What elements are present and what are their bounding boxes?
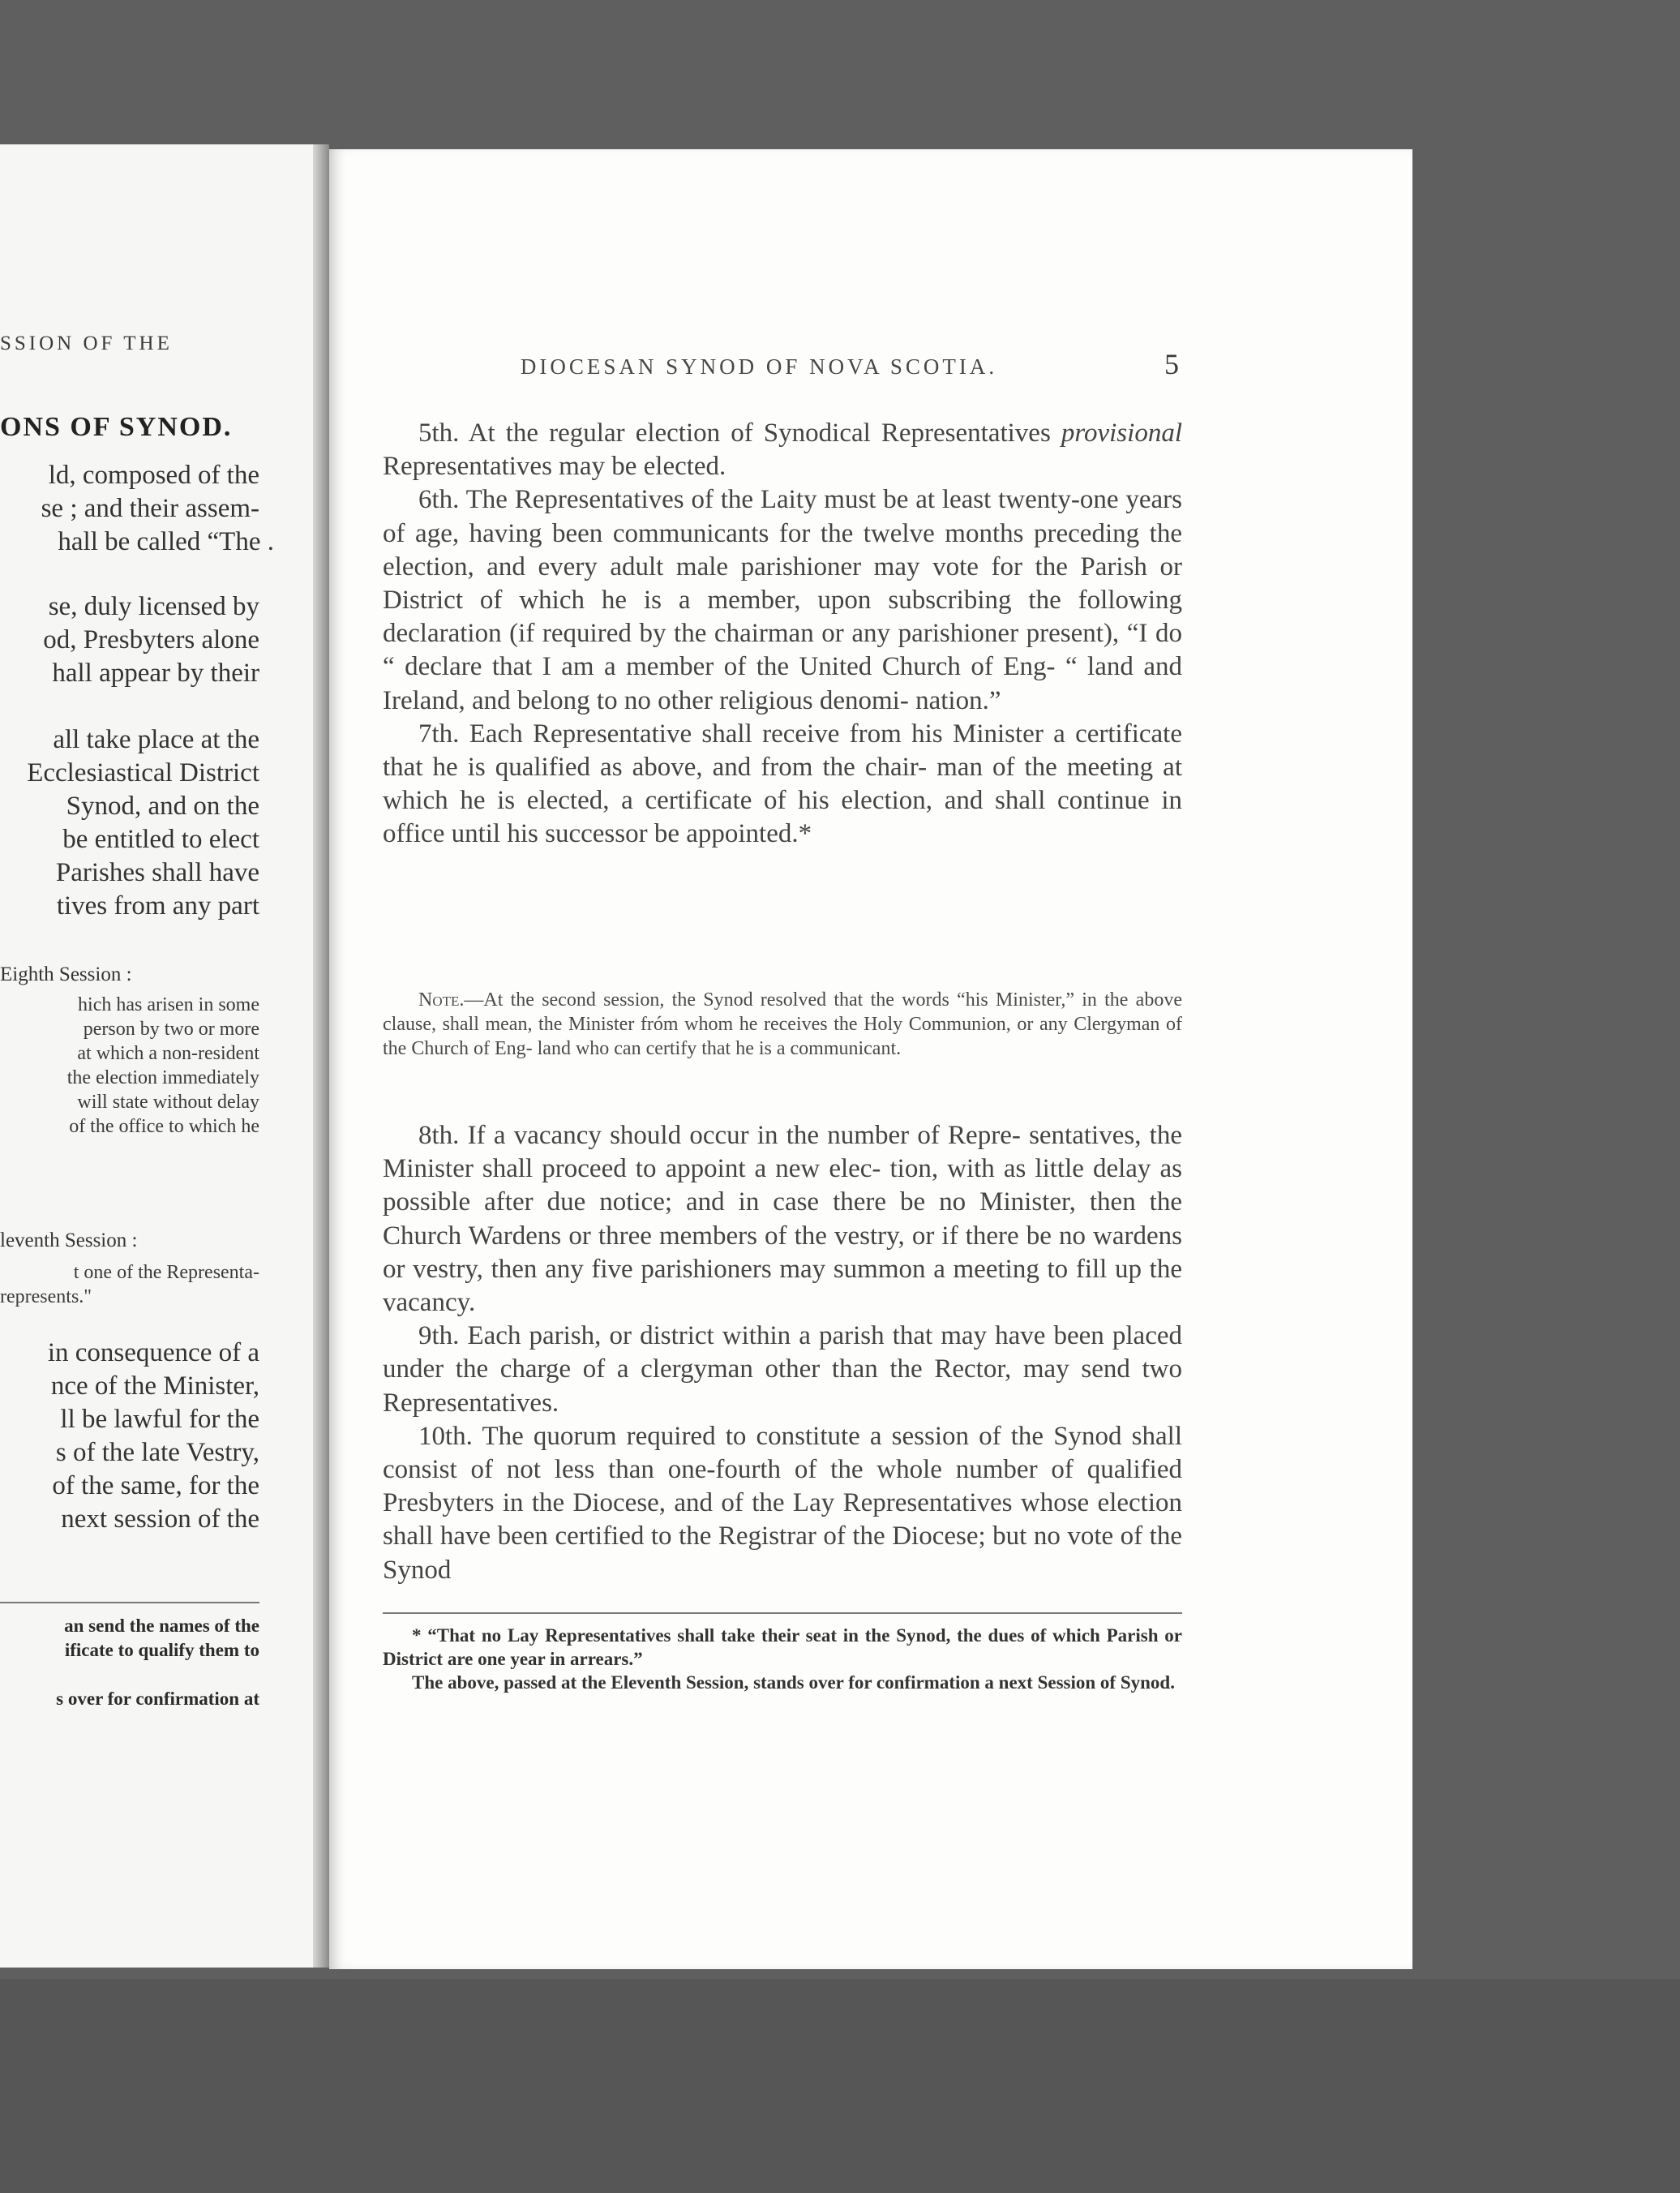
left-text-line: od, Presbyters alone (43, 625, 259, 654)
left-text-line: hall appear by their (52, 659, 259, 688)
left-text-line: of the same, for the (52, 1471, 259, 1500)
paragraph-5th-italic: provisional (1061, 418, 1182, 448)
left-text-line: Synod, and on the (66, 792, 259, 821)
left-text-line: se, duly licensed by (48, 592, 259, 621)
left-text-line: tives from any part (56, 891, 259, 921)
left-small-line: the election immediately (66, 1067, 259, 1088)
left-text-line: next session of the (61, 1504, 259, 1534)
page-number: 5 (1164, 348, 1179, 380)
left-text-line: Ecclesiastical District (27, 758, 259, 788)
left-small-line: will state without delay (77, 1092, 259, 1113)
left-text-line: Parishes shall have (55, 858, 259, 887)
left-footnote-line: s over for confirmation at (56, 1689, 259, 1709)
left-text-line: se ; and their assem- (41, 494, 259, 523)
left-small-line: of the office to which he (69, 1116, 259, 1137)
main-text-block-2 (383, 1119, 1182, 1587)
note-label: Note. (418, 989, 465, 1011)
paragraph-10th: 10th. The quorum required to constitute a session of the Synod shall consist of not less than one-fourth of the whole number of qualified Presbyters in the Diocese, and of the Lay Representatives whose election shall have been certified to the Registrar of the Diocese; but no vote of the Synod (383, 1421, 1182, 1585)
left-eighth-session-head: Eighth Session : (0, 963, 132, 985)
left-small-line: represents." (0, 1286, 92, 1307)
paragraph-6th: 6th. The Representatives of the Laity must be at least twenty-one years of age, having been communicants for the twelve months preceding the election, and every adult male parishioner may vote for the Parish or District of which he is a member, upon subscribing the following declaration (if required by the chairman or any parishioner present), “I do “ declare that I am a member of the United Church of Eng- “ land and Ireland, and belong to no other religious denomi- nation.” (383, 485, 1182, 715)
note-block (383, 988, 1182, 1061)
footnote-2: The above, passed at the Eleventh Session, stands over for confirmation a next Session of Synod. (412, 1672, 1175, 1693)
footnote-rule (383, 1612, 1182, 1614)
left-text-line: be entitled to elect (62, 825, 259, 854)
left-small-line: at which a non-resident (77, 1043, 259, 1064)
scanner-background (0, 1979, 1680, 2193)
left-eleventh-session-head: leventh Session : (0, 1230, 138, 1251)
left-text-line: hall be called “The . (58, 527, 274, 556)
left-small-line: hich has arisen in some (78, 994, 259, 1015)
left-text-line: in consequence of a (47, 1338, 259, 1367)
left-small-line: person by two or more (83, 1019, 259, 1040)
left-text-line: s of the late Vestry, (55, 1438, 259, 1467)
left-text-line: ll be lawful for the (60, 1405, 259, 1434)
left-page (0, 144, 318, 1968)
left-footnote-rule (0, 1602, 259, 1603)
paragraph-8th: 8th. If a vacancy should occur in the number of Repre- sentatives, the Minister shall proceed to appoint a new elec- tion, with as little delay as possible after due notice; and in case there be no Minister, then the Church Wardens or three members of the vestry, or if there be no wardens or vestry, then any five parishioners may summon a meeting to fill up the vacancy. (383, 1121, 1182, 1318)
footnote-1: * “That no Lay Representatives shall take their seat in the Synod, the dues of which Parish or District are one year in arrears.” (383, 1625, 1182, 1669)
left-running-head: SSION OF THE (0, 333, 173, 354)
paragraph-5th (383, 417, 1182, 483)
paragraph-5th-end: Representatives may be elected. (383, 452, 726, 482)
left-text-line: all take place at the (53, 725, 259, 754)
paragraph-7th: 7th. Each Representative shall receive from his Minister a certificate that he is qualified as above, and from the chair- man of the meeting at which he is elected, a certificate of his election, and shall continue in office until his successor be appointed.* (383, 719, 1182, 849)
running-title: DIOCESAN SYNOD OF NOVA SCOTIA. (520, 354, 998, 379)
note-text: —At the second session, the Synod resolved that the words “his Minister,” in the above clause, shall mean, the Minister fróm whom he receives the Holy Communion, or any Clergyman of the Church of Eng- land who can certify that he is a communicant. (383, 989, 1182, 1059)
left-small-line: t one of the Representa- (73, 1262, 259, 1283)
left-text-line: ld, composed of the (48, 461, 259, 490)
left-footnote-line: an send the names of the (64, 1616, 259, 1636)
paragraph-9th: 9th. Each parish, or district within a parish that may have been placed under the charge of a clergyman other than the Rector, may send two Representatives. (383, 1321, 1182, 1418)
main-text-block (383, 417, 1182, 852)
paragraph-5th-start: 5th. At the regular election of Synodical Representatives (418, 418, 1061, 448)
book-gutter (313, 144, 329, 1968)
left-footnote-line: ificate to qualify them to (64, 1640, 259, 1660)
left-section-title: ONS OF SYNOD. (0, 412, 233, 442)
right-page (329, 149, 1412, 1969)
left-text-line: nce of the Minister, (50, 1371, 259, 1401)
